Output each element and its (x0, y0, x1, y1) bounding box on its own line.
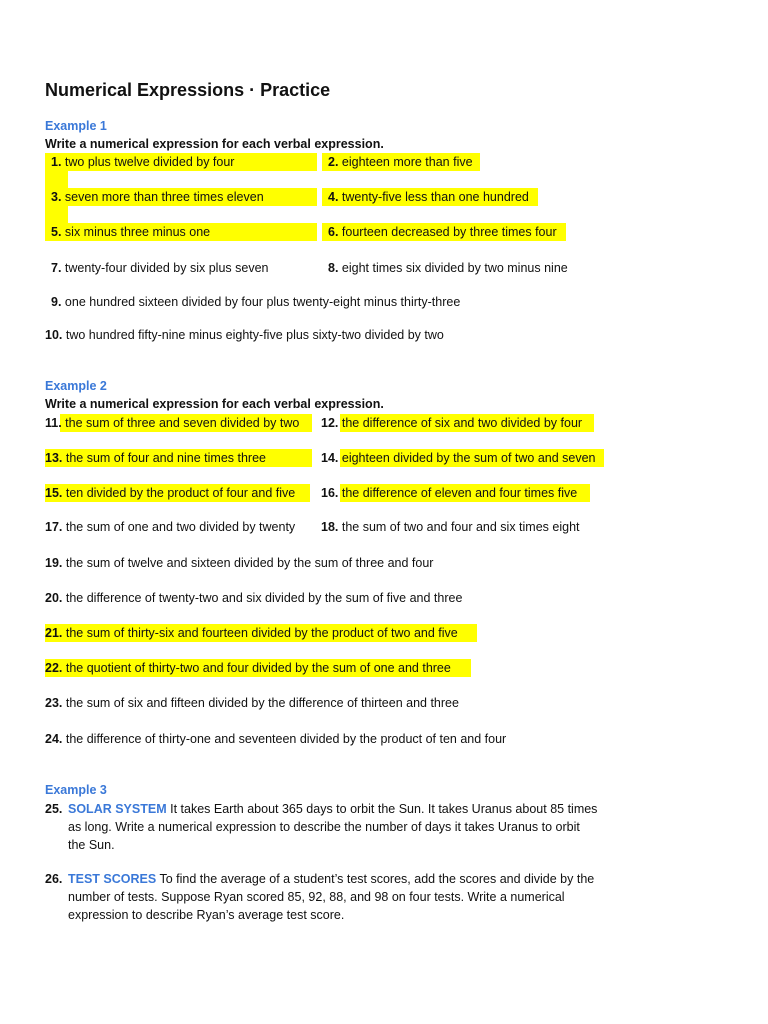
list-item (45, 730, 506, 748)
page-title: Numerical Expressions · Practice (45, 80, 331, 100)
list-item (328, 188, 529, 206)
item-number: 4. (328, 190, 339, 204)
item-number: 21. (45, 626, 63, 640)
item-text: one hundred sixteen divided by four plus twenty-eight minus thirty-three (64, 295, 461, 309)
problem-keyword: TEST SCORES (68, 872, 157, 886)
item-number: 5. (51, 225, 62, 239)
item-number: 9. (51, 295, 62, 309)
item-text: eight times six divided by two minus nine (341, 261, 568, 275)
item-number: 13. (45, 451, 63, 465)
list-item (45, 659, 451, 677)
example-1-instruction: Write a numerical expression for each verbal expression. (45, 137, 384, 151)
list-item (45, 449, 266, 467)
item-text: the sum of three and seven divided by two (65, 416, 300, 430)
list-item (321, 449, 596, 467)
problem-text: It takes Earth about 365 days to orbit the Sun. It takes Uranus about 85 times as long. Write a numerical expression to describe the number of days it takes Uranus to orbit the Sun. (68, 802, 598, 852)
list-item (51, 188, 264, 206)
item-text: the difference of six and two divided by four (341, 416, 583, 430)
example-2-heading: Example 2 (45, 379, 107, 393)
list-item (51, 293, 460, 311)
item-text: twenty-four divided by six plus seven (64, 261, 269, 275)
list-item (45, 589, 462, 607)
example-3-heading: Example 3 (45, 783, 107, 797)
item-text: the sum of twelve and sixteen divided by the sum of three and four (65, 556, 434, 570)
problem-keyword: SOLAR SYSTEM (68, 802, 167, 816)
problem-number: 25. (45, 802, 63, 816)
example-1-heading: Example 1 (45, 119, 107, 133)
list-item (45, 414, 299, 432)
list-item (45, 694, 459, 712)
item-number: 3. (51, 190, 62, 204)
item-number: 8. (328, 261, 339, 275)
list-item (45, 554, 433, 572)
word-problem (68, 870, 598, 924)
item-text: the sum of thirty-six and fourteen divided by the product of two and five (65, 626, 458, 640)
list-item (321, 414, 582, 432)
word-problem (68, 800, 598, 854)
list-item (45, 326, 444, 344)
item-text: two hundred fifty-nine minus eighty-five plus sixty-two divided by two (65, 328, 444, 342)
item-text: the difference of twenty-two and six divided by the sum of five and three (65, 591, 463, 605)
item-number: 23. (45, 696, 63, 710)
item-text: seven more than three times eleven (64, 190, 264, 204)
item-text: eighteen more than five (341, 155, 473, 169)
item-number: 16. (321, 486, 339, 500)
list-item (321, 518, 580, 536)
item-number: 17. (45, 520, 63, 534)
list-item (328, 223, 557, 241)
example-2-instruction: Write a numerical expression for each verbal expression. (45, 397, 384, 411)
item-text: the quotient of thirty-two and four divided by the sum of one and three (65, 661, 451, 675)
list-item (45, 624, 458, 642)
item-number: 15. (45, 486, 63, 500)
item-number: 10. (45, 328, 63, 342)
problem-number: 26. (45, 872, 63, 886)
item-text: the sum of six and fifteen divided by the difference of thirteen and three (65, 696, 459, 710)
item-number: 11. (45, 416, 62, 430)
item-number: 2. (328, 155, 339, 169)
item-text: six minus three minus one (64, 225, 211, 239)
item-text: eighteen divided by the sum of two and seven (341, 451, 596, 465)
item-text: the difference of thirty-one and seventeen divided by the product of ten and four (65, 732, 507, 746)
item-number: 18. (321, 520, 339, 534)
item-number: 19. (45, 556, 63, 570)
item-number: 6. (328, 225, 339, 239)
list-item (328, 153, 473, 171)
list-item (45, 484, 295, 502)
item-number: 24. (45, 732, 63, 746)
item-number: 14. (321, 451, 339, 465)
item-text: ten divided by the product of four and five (65, 486, 296, 500)
list-item (328, 259, 568, 277)
list-item (51, 153, 234, 171)
item-text: the difference of eleven and four times five (341, 486, 578, 500)
item-text: twenty-five less than one hundred (341, 190, 529, 204)
list-item (51, 259, 269, 277)
item-number: 22. (45, 661, 63, 675)
item-number: 12. (321, 416, 339, 430)
list-item (45, 518, 295, 536)
item-number: 20. (45, 591, 63, 605)
item-text: two plus twelve divided by four (64, 155, 235, 169)
item-number: 1. (51, 155, 62, 169)
list-item (321, 484, 577, 502)
item-text: the sum of one and two divided by twenty (65, 520, 296, 534)
item-text: the sum of two and four and six times eight (341, 520, 580, 534)
item-number: 7. (51, 261, 62, 275)
problem-text: To find the average of a student’s test scores, add the scores and divide by the number of tests. Suppose Ryan scored 85, 92, 88, and 98 on four tests. Write a numerical expression to describe Ryan’s average test score. (68, 872, 595, 922)
item-text: the sum of four and nine times three (65, 451, 266, 465)
list-item (51, 223, 210, 241)
item-text: fourteen decreased by three times four (341, 225, 557, 239)
